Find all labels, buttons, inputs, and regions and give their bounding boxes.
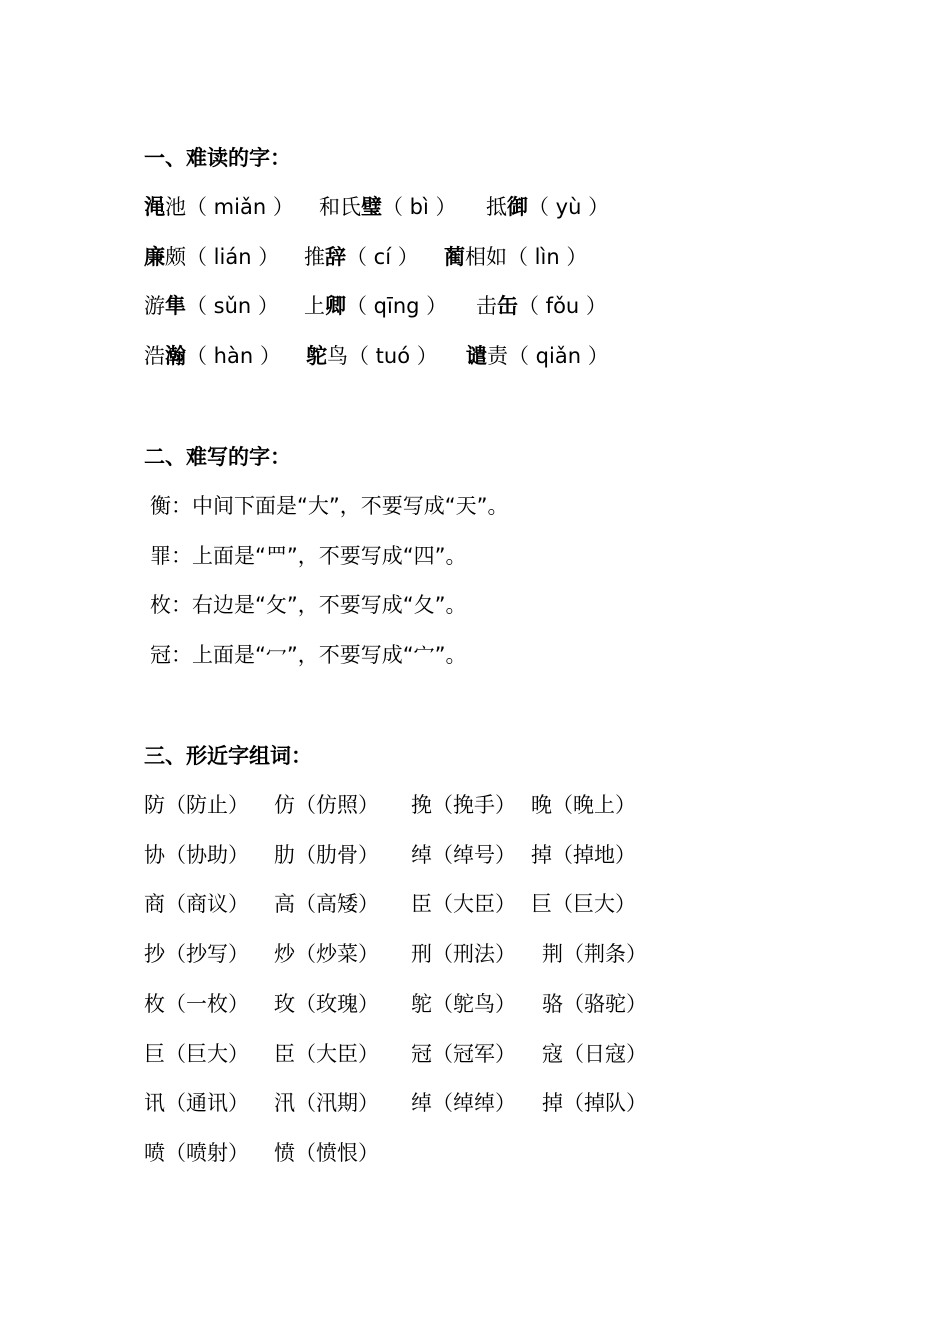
word-item: 臣（大臣） [411,892,516,916]
word-item: 刑（刑法） [411,942,516,966]
word-item: 晚（晚上） [531,793,636,817]
reading-item [444,242,587,272]
regular-char: 游 [144,294,165,318]
reading-item [306,341,438,371]
word-item: 喷（喷射） [144,1141,249,1165]
emphasized-char: 廉 [144,245,165,269]
pinyin: （ fǒu ） [518,294,607,318]
pinyin: （ bì ） [382,195,457,219]
word-item: 防（防止） [144,793,249,817]
word-item: 炒（炒菜） [274,942,379,966]
word-item: 高（高矮） [274,892,379,916]
emphasized-char: 蔺 [444,245,465,269]
word-item: 挽（挽手） [411,793,516,817]
regular-char: 浩 [144,344,165,368]
word-item: 枚（一枚） [144,992,249,1016]
pinyin: （ qīng ） [346,294,448,318]
reading-item [319,192,457,222]
emphasized-char: 鸵 [306,344,327,368]
emphasized-char: 渑 [144,195,165,219]
reading-item [304,242,419,272]
emphasized-char: 御 [507,195,528,219]
reading-item [466,341,609,371]
word-item: 汛（汛期） [274,1091,379,1115]
pinyin: （ yù ） [528,195,610,219]
reading-item [144,341,281,371]
emphasized-char: 谴 [466,344,487,368]
regular-char: 上 [304,294,325,318]
regular-char: 和氏 [319,195,361,219]
pinyin: （ qiǎn ） [508,344,609,368]
regular-char: 抵 [486,195,507,219]
word-item: 掉（掉队） [542,1091,647,1115]
emphasized-char: 缶 [497,294,518,318]
regular-char: 颇 [165,245,186,269]
word-item: 骆（骆驼） [542,992,647,1016]
word-item: 协（协助） [144,843,249,867]
pinyin: （ cí ） [346,245,419,269]
word-item: 抄（抄写） [144,942,249,966]
rule-line: 罪：上面是“罒”，不要写成“四”。 [150,544,467,568]
word-item: 冠（冠军） [411,1042,516,1066]
word-item: 巨（巨大） [144,1042,249,1066]
section-3-title: 三、形近字组词： [144,744,312,768]
regular-char: 推 [304,245,325,269]
word-item: 荆（荆条） [542,942,647,966]
emphasized-char: 隼 [165,294,186,318]
word-item: 仿（仿照） [274,793,379,817]
word-item: 寇（日寇） [542,1042,647,1066]
pinyin: （ sǔn ） [186,294,279,318]
reading-item [144,192,294,222]
word-item: 绰（绰绰） [411,1091,516,1115]
regular-char: 责 [487,344,508,368]
pinyin: （ lìn ） [507,245,588,269]
emphasized-char: 瀚 [165,344,186,368]
reading-item [144,291,279,321]
reading-item [476,291,607,321]
reading-item [486,192,609,222]
section-2-title: 二、难写的字： [144,445,291,469]
word-item: 玫（玫瑰） [274,992,379,1016]
pinyin: （ tuó ） [348,344,438,368]
regular-char: 相如 [465,245,507,269]
word-item: 鸵（鸵鸟） [411,992,516,1016]
section-1-title: 一、难读的字： [144,146,291,170]
emphasized-char: 卿 [325,294,346,318]
pinyin: （ miǎn ） [186,195,294,219]
word-item: 商（商议） [144,892,249,916]
rule-line: 枚：右边是“攵”，不要写成“夂”。 [150,593,467,617]
emphasized-char: 璧 [361,195,382,219]
word-item: 讯（通讯） [144,1091,249,1115]
rule-line: 衡：中间下面是“大”，不要写成“天”。 [150,494,509,518]
word-item: 肋（肋骨） [274,843,379,867]
word-item: 愤（愤恨） [274,1141,379,1165]
pinyin: （ hàn ） [186,344,281,368]
word-item: 绰（绰号） [411,843,516,867]
pinyin: （ lián ） [186,245,280,269]
word-item: 掉（掉地） [531,843,636,867]
reading-item [304,291,447,321]
regular-char: 池 [165,195,186,219]
regular-char: 鸟 [327,344,348,368]
rule-line: 冠：上面是“冖”，不要写成“宀”。 [150,643,467,667]
word-item: 臣（大臣） [274,1042,379,1066]
word-item: 巨（巨大） [531,892,636,916]
emphasized-char: 辞 [325,245,346,269]
regular-char: 击 [476,294,497,318]
reading-item [144,242,279,272]
